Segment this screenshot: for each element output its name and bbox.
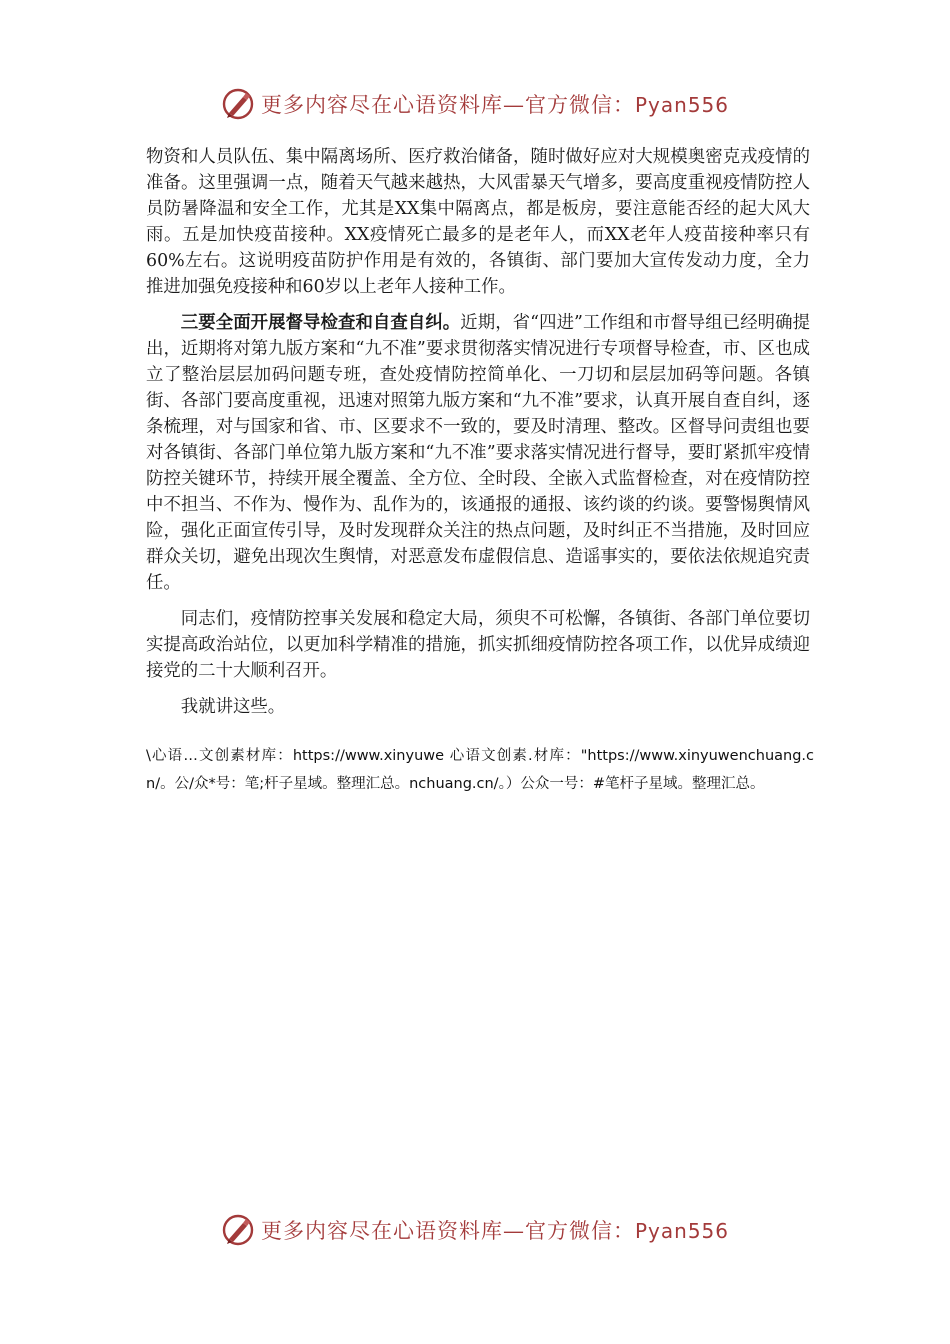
- banner-text-cn: 更多内容尽在心语资料库—官方微信：: [260, 1219, 635, 1243]
- banner-text-cn: 更多内容尽在心语资料库—官方微信：: [260, 93, 635, 117]
- paragraph-2: [146, 310, 810, 596]
- pen-circle-icon: [221, 1213, 255, 1247]
- pen-circle-icon: [221, 87, 255, 121]
- footer-banner: [0, 1210, 950, 1250]
- banner-text: [261, 1215, 729, 1245]
- banner-wechat-id: Pyan556: [634, 1219, 729, 1243]
- paragraph-3: 同志们，疫情防控事关发展和稳定大局，须臾不可松懈，各镇街、各部门单位要切实提高政治站位，以更加科学精准的措施，抓实抓细疫情防控各项工作，以优异成绩迎接党的二十大顺利召开。: [146, 609, 810, 681]
- paragraph-4: 我就讲这些。: [180, 697, 286, 717]
- paragraph-1: 物资和人员队伍、集中隔离场所、医疗救治储备，随时做好应对大规模奥密克戎疫情的准备。这里强调一点，随着天气越来越热，大风雷暴天气增多，要高度重视疫情防控人员防暑降温和安全工作，尤其是XX集中隔离点，都是板房，要注意能否经的起大风大雨。五是加快疫苗接种。XX疫情死亡最多的是老年人，而XX老年人疫苗接种率只有60%左右。这说明疫苗防护作用是有效的，各镇街、部门要加大宣传发动力度，全力推进加强免疫接种和60岁以上老年人接种工作。: [146, 147, 810, 297]
- document-body: [146, 144, 810, 730]
- source-note: \心语…文创素材库：https://www.xinyuwe 心语文创素.材库："https://www.xinyuwenchuang.cn/。公/众*号：笔;杆子星域。整理汇总。nchuang.cn/。）公众一号：#笔杆子星域。整理汇总。: [146, 748, 814, 792]
- header-banner: [0, 84, 950, 124]
- paragraph-2-text: 近期，省“四进”工作组和市督导组已经明确提出，近期将对第九版方案和“九不准”要求贯彻落实情况进行专项督导检查，市、区也成立了整治层层加码问题专班，查处疫情防控简单化、一刀切和层层加码等问题。各镇街、各部门要高度重视，迅速对照第九版方案和“九不准”要求，认真开展自查自纠，逐条梳理，对与国家和省、市、区要求不一致的，要及时清理、整改。区督导问责组也要对各镇街、各部门单位第九版方案和“九不准”要求落实情况进行督导，要盯紧抓牢疫情防控关键环节，持续开展全覆盖、全方位、全时段、全嵌入式监督检查，对在疫情防控中不担当、不作为、慢作为、乱作为的，该通报的通报、该约谈的约谈。要警惕舆情风险，强化正面宣传引导，及时发现群众关注的热点问题，及时纠正不当措施，及时回应群众关切，避免出现次生舆情，对恶意发布虚假信息、造谣事实的，要依法依规追究责任。: [146, 313, 810, 593]
- banner-text: [261, 89, 729, 119]
- banner-wechat-id: Pyan556: [634, 93, 729, 117]
- paragraph-2-heading: 三要全面开展督导检查和自查自纠。: [180, 313, 461, 333]
